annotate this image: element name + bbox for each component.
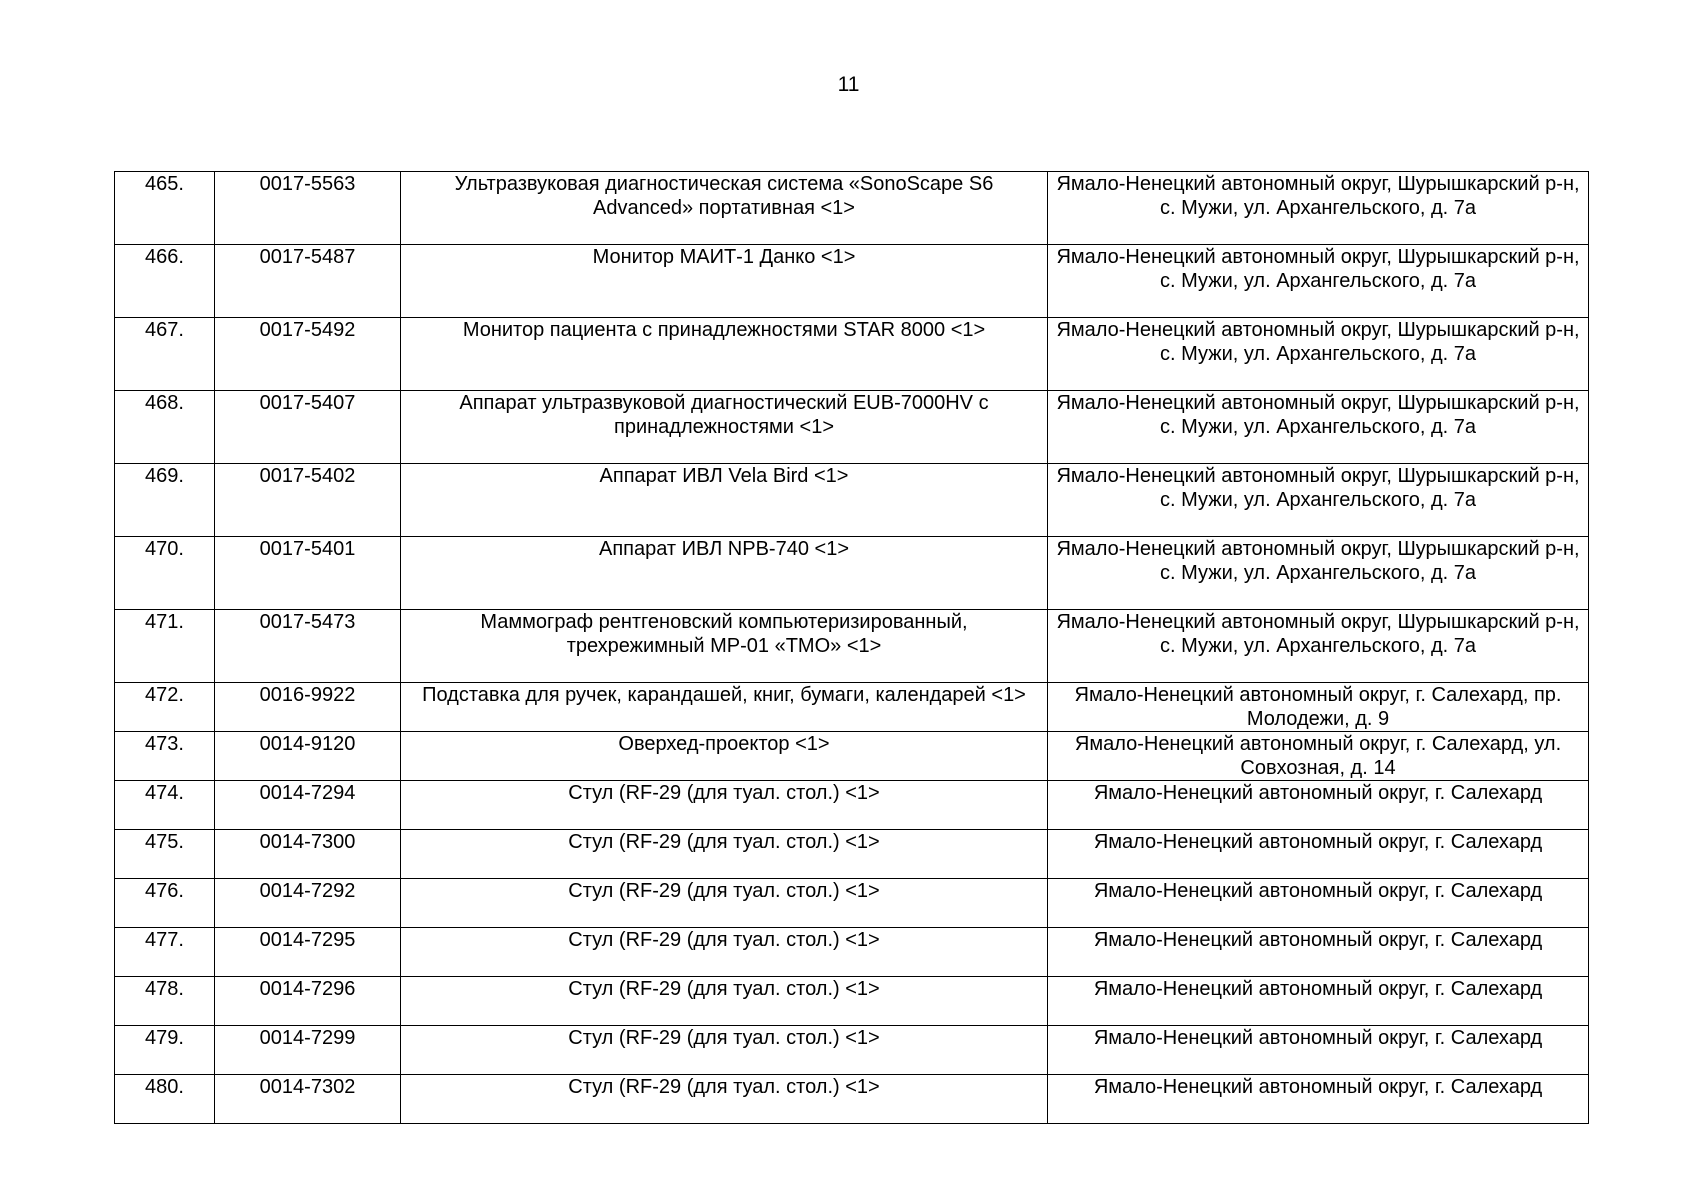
row-number: 478. — [145, 978, 184, 1000]
address-cell — [1048, 879, 1589, 928]
row-number-cell — [115, 683, 215, 732]
row-number-cell — [115, 464, 215, 537]
table-row — [115, 464, 1589, 537]
item-address: Ямало-Ненецкий автономный округ, Шурышкарский р-н, с. Мужи, ул. Архангельского, д. 7а — [1056, 392, 1580, 438]
inventory-code-cell — [215, 830, 401, 879]
item-name-cell — [401, 464, 1048, 537]
item-address: Ямало-Ненецкий автономный округ, Шурышкарский р-н, с. Мужи, ул. Архангельского, д. 7а — [1056, 538, 1580, 584]
inventory-code: 0017-5473 — [259, 611, 356, 633]
item-name: Монитор пациента с принадлежностями STAR 8000 <1> — [462, 319, 986, 341]
item-name-cell — [401, 391, 1048, 464]
row-number: 469. — [145, 465, 184, 487]
inventory-code: 0017-5407 — [259, 392, 356, 414]
row-number: 467. — [145, 319, 184, 341]
inventory-code-cell — [215, 928, 401, 977]
item-name-cell — [401, 318, 1048, 391]
inventory-code: 0014-7294 — [259, 782, 356, 804]
inventory-code-cell — [215, 610, 401, 683]
table-row — [115, 781, 1589, 830]
inventory-code-cell — [215, 245, 401, 318]
table-row — [115, 830, 1589, 879]
row-number: 480. — [145, 1076, 184, 1098]
row-number-cell — [115, 879, 215, 928]
table-body — [115, 172, 1589, 1124]
inventory-code-cell — [215, 781, 401, 830]
row-number: 472. — [145, 684, 184, 706]
inventory-code: 0017-5492 — [259, 319, 356, 341]
table-row — [115, 683, 1589, 732]
inventory-code: 0014-7299 — [259, 1027, 356, 1049]
row-number-cell — [115, 1026, 215, 1075]
row-number-cell — [115, 391, 215, 464]
row-number: 466. — [145, 246, 184, 268]
item-name: Монитор МАИТ-1 Данко <1> — [592, 246, 856, 268]
row-number-cell — [115, 537, 215, 610]
inventory-code-cell — [215, 879, 401, 928]
item-name: Оверхед-проектор <1> — [618, 733, 830, 755]
inventory-code: 0014-7296 — [259, 978, 356, 1000]
address-cell — [1048, 610, 1589, 683]
item-name-cell — [401, 172, 1048, 245]
inventory-code: 0017-5563 — [259, 173, 356, 195]
inventory-code: 0014-7300 — [259, 831, 356, 853]
row-number: 479. — [145, 1027, 184, 1049]
item-name-cell — [401, 1075, 1048, 1124]
page-number: 11 — [837, 73, 860, 96]
address-cell — [1048, 537, 1589, 610]
item-address: Ямало-Ненецкий автономный округ, г. Салехард — [1093, 880, 1543, 902]
item-name-cell — [401, 732, 1048, 781]
table-row — [115, 732, 1589, 781]
row-number: 477. — [145, 929, 184, 951]
inventory-code-cell — [215, 683, 401, 732]
row-number: 476. — [145, 880, 184, 902]
item-name-cell — [401, 683, 1048, 732]
address-cell — [1048, 781, 1589, 830]
item-name: Аппарат ИВЛ NPB-740 <1> — [598, 538, 849, 560]
row-number-cell — [115, 318, 215, 391]
item-name: Стул (RF-29 (для туал. стол.) <1> — [568, 782, 880, 804]
table-row — [115, 928, 1589, 977]
address-cell — [1048, 977, 1589, 1026]
row-number: 471. — [145, 611, 184, 633]
row-number-cell — [115, 245, 215, 318]
item-address: Ямало-Ненецкий автономный округ, г. Салехард — [1093, 1076, 1543, 1098]
table-row — [115, 1075, 1589, 1124]
item-name: Стул (RF-29 (для туал. стол.) <1> — [568, 831, 880, 853]
address-cell — [1048, 318, 1589, 391]
item-name: Аппарат ультразвуковой диагностический EUB-7000HV с принадлежностями <1> — [459, 392, 989, 438]
item-name: Ультразвуковая диагностическая система «SonoScape S6 Advanced» портативная <1> — [454, 173, 994, 219]
address-cell — [1048, 464, 1589, 537]
item-address: Ямало-Ненецкий автономный округ, Шурышкарский р-н, с. Мужи, ул. Архангельского, д. 7а — [1056, 173, 1580, 219]
item-name: Подставка для ручек, карандашей, книг, бумаги, календарей <1> — [422, 684, 1026, 706]
item-address: Ямало-Ненецкий автономный округ, г. Салехард — [1093, 1027, 1543, 1049]
address-cell — [1048, 683, 1589, 732]
row-number-cell — [115, 928, 215, 977]
row-number-cell — [115, 781, 215, 830]
inventory-code-cell — [215, 537, 401, 610]
row-number-cell — [115, 830, 215, 879]
table-row — [115, 318, 1589, 391]
item-name: Стул (RF-29 (для туал. стол.) <1> — [568, 880, 880, 902]
row-number: 470. — [145, 538, 184, 560]
address-cell — [1048, 830, 1589, 879]
inventory-code-cell — [215, 172, 401, 245]
item-name: Маммограф рентгеновский компьютеризированный, трехрежимный МР-01 «ТМО» <1> — [480, 611, 968, 657]
inventory-code: 0014-7292 — [259, 880, 356, 902]
inventory-code-cell — [215, 318, 401, 391]
row-number: 475. — [145, 831, 184, 853]
address-cell — [1048, 391, 1589, 464]
item-name: Стул (RF-29 (для туал. стол.) <1> — [568, 1027, 880, 1049]
item-address: Ямало-Ненецкий автономный округ, г. Салехард — [1093, 782, 1543, 804]
address-cell — [1048, 732, 1589, 781]
table-row — [115, 610, 1589, 683]
item-name: Стул (RF-29 (для туал. стол.) <1> — [568, 929, 880, 951]
item-address: Ямало-Ненецкий автономный округ, Шурышкарский р-н, с. Мужи, ул. Архангельского, д. 7а — [1056, 611, 1580, 657]
row-number: 474. — [145, 782, 184, 804]
address-cell — [1048, 172, 1589, 245]
table-row — [115, 172, 1589, 245]
address-cell — [1048, 1075, 1589, 1124]
inventory-code: 0017-5401 — [259, 538, 356, 560]
item-name-cell — [401, 781, 1048, 830]
address-cell — [1048, 928, 1589, 977]
inventory-code-cell — [215, 732, 401, 781]
row-number-cell — [115, 977, 215, 1026]
inventory-code: 0017-5487 — [259, 246, 356, 268]
inventory-code-cell — [215, 391, 401, 464]
table-row — [115, 245, 1589, 318]
inventory-code-cell — [215, 977, 401, 1026]
inventory-code: 0014-9120 — [259, 733, 356, 755]
item-address: Ямало-Ненецкий автономный округ, г. Салехард — [1093, 929, 1543, 951]
item-address: Ямало-Ненецкий автономный округ, г. Салехард, ул. Совхозная, д. 14 — [1074, 733, 1562, 779]
item-name: Аппарат ИВЛ Vela Bird <1> — [599, 465, 849, 487]
row-number-cell — [115, 1075, 215, 1124]
row-number-cell — [115, 610, 215, 683]
address-cell — [1048, 245, 1589, 318]
table-row — [115, 977, 1589, 1026]
item-name: Стул (RF-29 (для туал. стол.) <1> — [568, 1076, 880, 1098]
inventory-code-cell — [215, 464, 401, 537]
table-row — [115, 537, 1589, 610]
item-name-cell — [401, 830, 1048, 879]
property-registry-table — [114, 171, 1589, 1124]
row-number: 465. — [145, 173, 184, 195]
row-number-cell — [115, 732, 215, 781]
item-address: Ямало-Ненецкий автономный округ, г. Салехард — [1093, 978, 1543, 1000]
item-address: Ямало-Ненецкий автономный округ, г. Салехард, пр. Молодежи, д. 9 — [1074, 684, 1562, 730]
item-address: Ямало-Ненецкий автономный округ, г. Салехард — [1093, 831, 1543, 853]
row-number-cell — [115, 172, 215, 245]
inventory-code: 0016-9922 — [259, 684, 356, 706]
table-row — [115, 1026, 1589, 1075]
inventory-code: 0014-7295 — [259, 929, 356, 951]
item-address: Ямало-Ненецкий автономный округ, Шурышкарский р-н, с. Мужи, ул. Архангельского, д. 7а — [1056, 465, 1580, 511]
item-name-cell — [401, 537, 1048, 610]
item-name-cell — [401, 879, 1048, 928]
item-name-cell — [401, 1026, 1048, 1075]
item-name-cell — [401, 245, 1048, 318]
inventory-code-cell — [215, 1026, 401, 1075]
inventory-code: 0014-7302 — [259, 1076, 356, 1098]
inventory-code-cell — [215, 1075, 401, 1124]
item-name-cell — [401, 610, 1048, 683]
row-number: 473. — [145, 733, 184, 755]
item-name: Стул (RF-29 (для туал. стол.) <1> — [568, 978, 880, 1000]
address-cell — [1048, 1026, 1589, 1075]
item-address: Ямало-Ненецкий автономный округ, Шурышкарский р-н, с. Мужи, ул. Архангельского, д. 7а — [1056, 246, 1580, 292]
item-address: Ямало-Ненецкий автономный округ, Шурышкарский р-н, с. Мужи, ул. Архангельского, д. 7а — [1056, 319, 1580, 365]
table-row — [115, 879, 1589, 928]
table-row — [115, 391, 1589, 464]
item-name-cell — [401, 977, 1048, 1026]
inventory-code: 0017-5402 — [259, 465, 356, 487]
row-number: 468. — [145, 392, 184, 414]
item-name-cell — [401, 928, 1048, 977]
